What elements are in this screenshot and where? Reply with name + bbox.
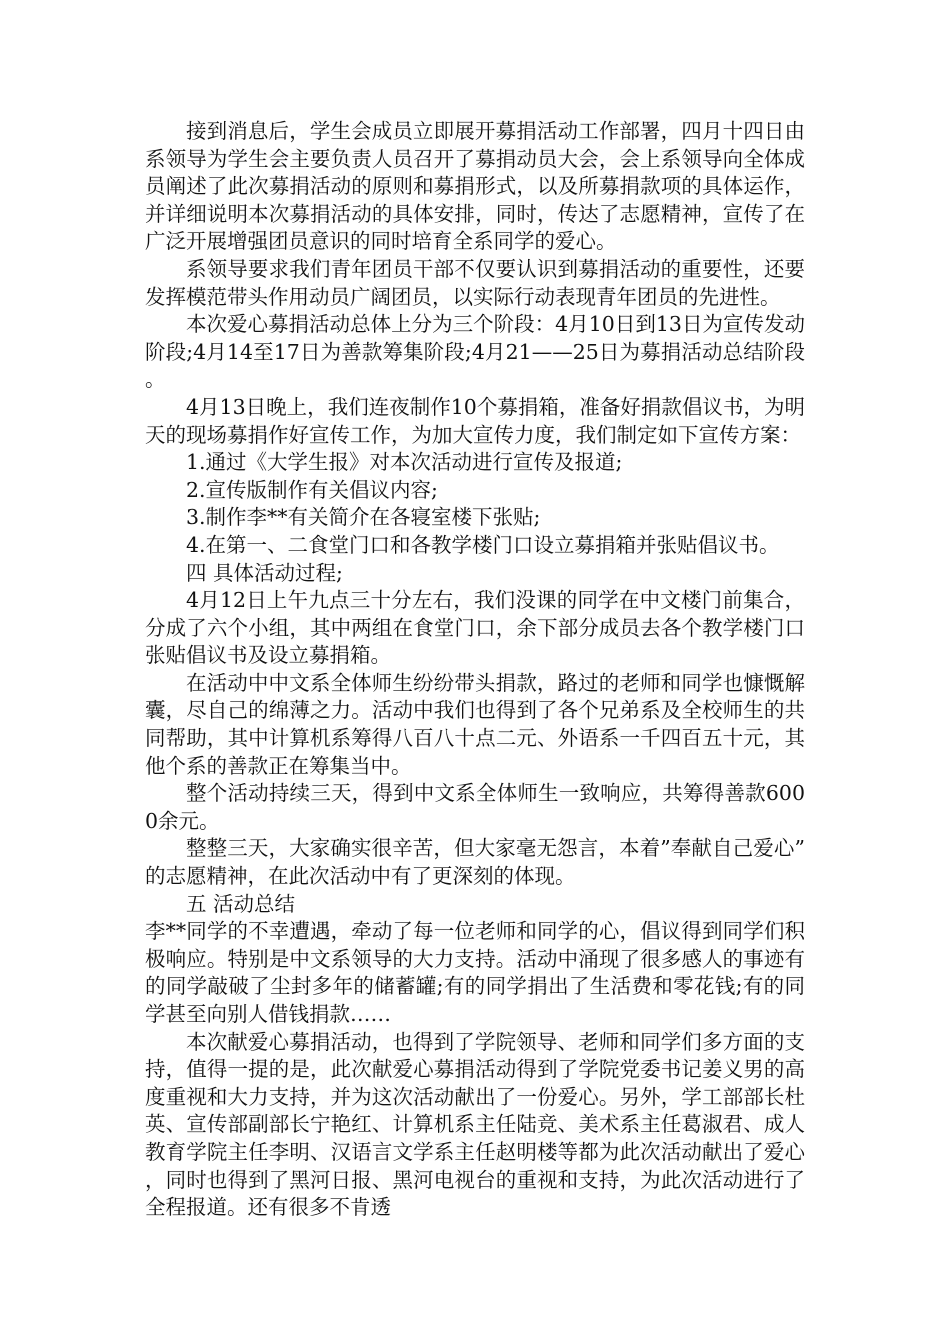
paragraph-leadership-requirements: 系领导要求我们青年团员干部不仅要认识到募捐活动的重要性，还要发挥模范带头作用动员广阔团员，以实际行动表现青年团员的先进性。	[145, 256, 805, 309]
paragraph-summary-response: 李**同学的不幸遭遇，牵动了每一位老师和同学的心，倡议得到同学们积极响应。特别是中文系领导的大力支持。活动中涌现了很多感人的事迹有的同学敲破了尘封多年的储蓄罐;有的同学捐出了生活费和零花钱;有的同学甚至向别人借钱捐款……	[145, 919, 805, 1026]
paragraph-mobilization: 接到消息后，学生会成员立即展开募捐活动工作部署，四月十四日由系领导为学生会主要负责人员召开了募捐动员大会，会上系领导向全体成员阐述了此次募捐活动的原则和募捐形式，以及所募捐款项的具体运作，并详细说明本次募捐活动的具体安排，同时，传达了志愿精神，宣传了在广泛开展增强团员意识的同时培育全系同学的爱心。	[145, 119, 805, 254]
paragraph-donation-boxes: 4月13日晚上，我们连夜制作10个募捐箱，准备好捐款倡议书，为明天的现场募捐作好宣传工作，为加大宣传力度，我们制定如下宣传方案：	[145, 394, 805, 447]
paragraph-gathering: 4月12日上午九点三十分左右，我们没课的同学在中文楼门前集合，分成了六个小组，其中两组在食堂门口，余下部分成员去各个教学楼门口张贴倡议书及设立募捐箱。	[145, 588, 805, 668]
paragraph-donations: 在活动中中文系全体师生纷纷带头捐款，路过的老师和同学也慷慨解囊，尽自己的绵薄之力。活动中我们也得到了各个兄弟系及全校师生的共同帮助，其中计算机系筹得八百八十点二元、外语系一千四百五十元，其他个系的善款正在筹集当中。	[145, 670, 805, 778]
paragraph-volunteer-spirit: 整整三天，大家确实很辛苦，但大家毫无怨言，本着”奉献自己爱心”的志愿精神，在此次活动中有了更深刻的体现。	[145, 836, 805, 889]
document-page	[145, 118, 805, 1222]
section-heading-process: 四 具体活动过程;	[186, 560, 343, 585]
plan-item-4: 4.在第一、二食堂门口和各教学楼门口设立募捐箱并张贴倡议书。	[186, 532, 780, 557]
plan-item-1: 1.通过《大学生报》对本次活动进行宣传及报道;	[186, 450, 623, 475]
section-heading-summary: 五 活动总结	[186, 891, 296, 916]
plan-item-2: 2.宣传版制作有关倡议内容;	[186, 477, 438, 502]
paragraph-total: 整个活动持续三天，得到中文系全体师生一致响应，共筹得善款6000余元。	[145, 781, 805, 833]
paragraph-summary-support: 本次献爱心募捐活动，也得到了学院领导、老师和同学们多方面的支持，值得一提的是，此次献爱心募捐活动得到了学院党委书记姜义男的高度重视和大力支持，并为这次活动献出了一份爱心。另外，学工部部长杜英、宣传部副部长宁艳红、计算机系主任陆竞、美术系主任葛淑君、成人教育学院主任李明、汉语言文学系主任赵明楼等都为此次活动献出了爱心，同时也得到了黑河日报、黑河电视台的重视和支持，为此次活动进行了全程报道。还有很多不肯透	[145, 1029, 805, 1220]
plan-item-3: 3.制作李**有关简介在各寝室楼下张贴;	[186, 505, 541, 530]
paragraph-three-stages: 本次爱心募捐活动总体上分为三个阶段：4月10日到13日为宣传发动阶段;4月14至17日为善款筹集阶段;4月21——25日为募捐活动总结阶段。	[145, 312, 805, 392]
